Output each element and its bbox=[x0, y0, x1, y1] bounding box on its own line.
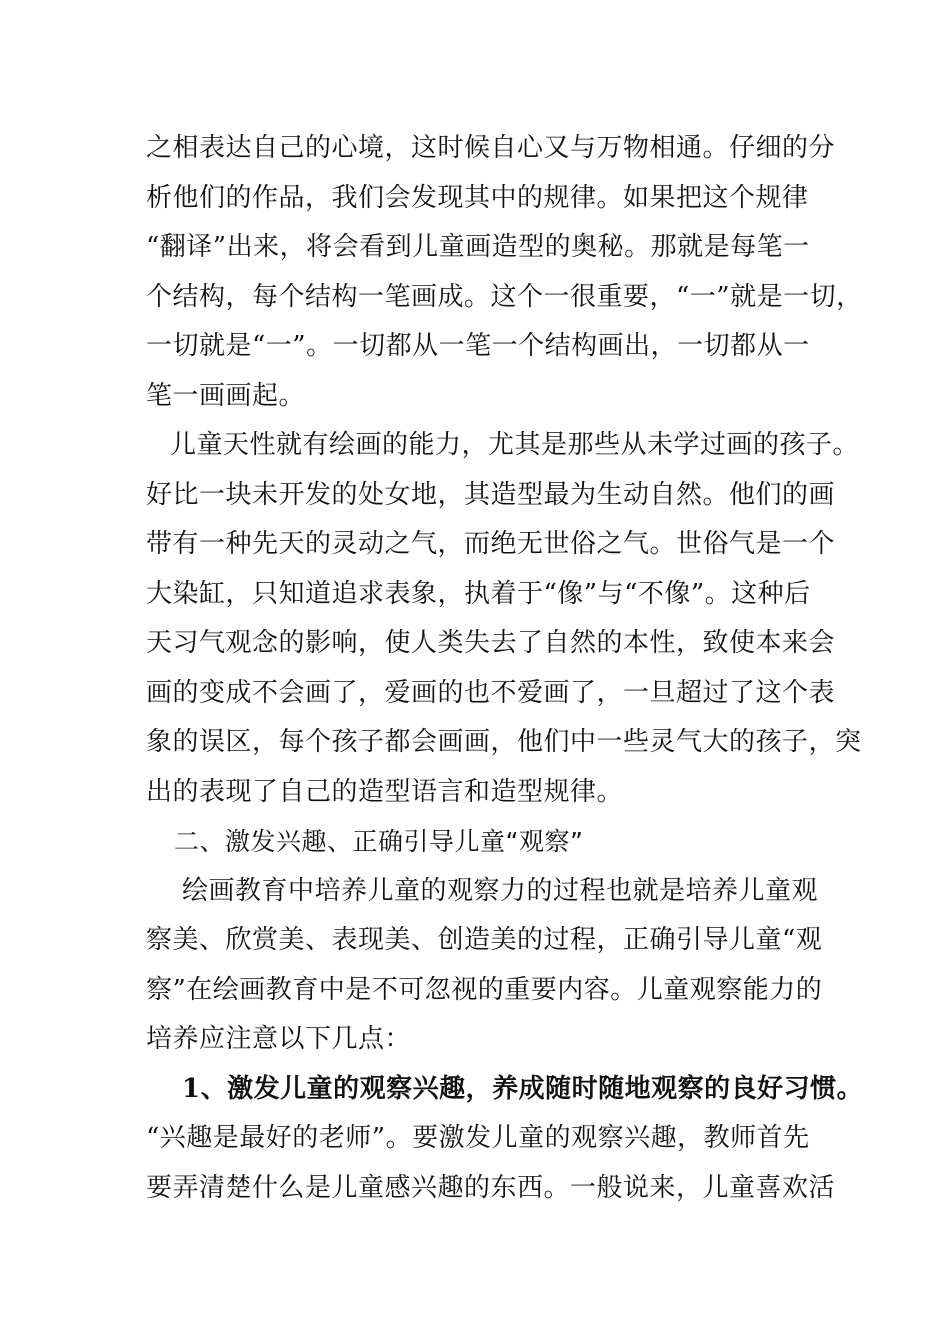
paragraph-observation bbox=[146, 867, 826, 1065]
text-line: 培养应注意以下几点： bbox=[146, 1024, 412, 1054]
subheading-text: 1、激发儿童的观察兴趣，养成随时随地观察的良好习惯。 bbox=[182, 1073, 864, 1104]
subheading bbox=[146, 1065, 864, 1115]
text-line: “兴趣是最好的老师”。要激发儿童的观察兴趣，教师首先 bbox=[146, 1123, 810, 1153]
text-line: 象的误区，每个孩子都会画画，他们中一些灵气大的孩子，突 bbox=[146, 727, 862, 757]
text-line: 画的变成不会画了，爱画的也不爱画了，一旦超过了这个表 bbox=[146, 677, 836, 708]
text-line: 之相表达自己的心境，这时候自心又与万物相通。仔细的分 bbox=[146, 133, 836, 163]
paragraph-interest bbox=[146, 1114, 836, 1213]
text-line: 天习气观念的影响，使人类失去了自然的本性，致使本来会 bbox=[146, 628, 836, 658]
text-line: 察美、欣赏美、表现美、创造美的过程，正确引导儿童“观 bbox=[146, 925, 823, 955]
text-line: 一切就是“一”。一切都从一笔一个结构画出，一切都从一 bbox=[146, 331, 810, 361]
text-line: 察”在绘画教育中是不可忽视的重要内容。儿童观察能力的 bbox=[146, 974, 823, 1005]
text-line: 带有一种先天的灵动之气，而绝无世俗之气。世俗气是一个 bbox=[146, 529, 836, 559]
text-line: 好比一块未开发的处女地，其造型最为生动自然。他们的画 bbox=[146, 479, 836, 510]
text-line: 儿童天性就有绘画的能力，尤其是那些从未学过画的孩子。 bbox=[170, 430, 860, 460]
document-body bbox=[146, 124, 864, 1213]
text-line: 析他们的作品，我们会发现其中的规律。如果把这个规律 bbox=[146, 182, 809, 213]
text-line: 出的表现了自己的造型语言和造型规律。 bbox=[146, 776, 624, 807]
text-line: “翻译”出来，将会看到儿童画造型的奥秘。那就是每笔一 bbox=[146, 232, 810, 262]
text-line: 绘画教育中培养儿童的观察力的过程也就是培养儿童观 bbox=[182, 875, 819, 906]
text-line: 个结构，每个结构一笔画成。这个一很重要，“一”就是一切， bbox=[146, 281, 863, 312]
paragraph-continuation bbox=[146, 124, 863, 421]
section-heading-text: 二、激发兴趣、正确引导儿童“观察” bbox=[174, 827, 584, 856]
paragraph-child-nature bbox=[146, 421, 862, 817]
text-line: 要弄清楚什么是儿童感兴趣的东西。一般说来，儿童喜欢活 bbox=[146, 1172, 836, 1203]
text-line: 大染缸，只知道追求表象，执着于“像”与“不像”。这种后 bbox=[146, 578, 811, 609]
section-heading bbox=[146, 817, 826, 867]
text-line: 笔一画画起。 bbox=[146, 380, 306, 411]
